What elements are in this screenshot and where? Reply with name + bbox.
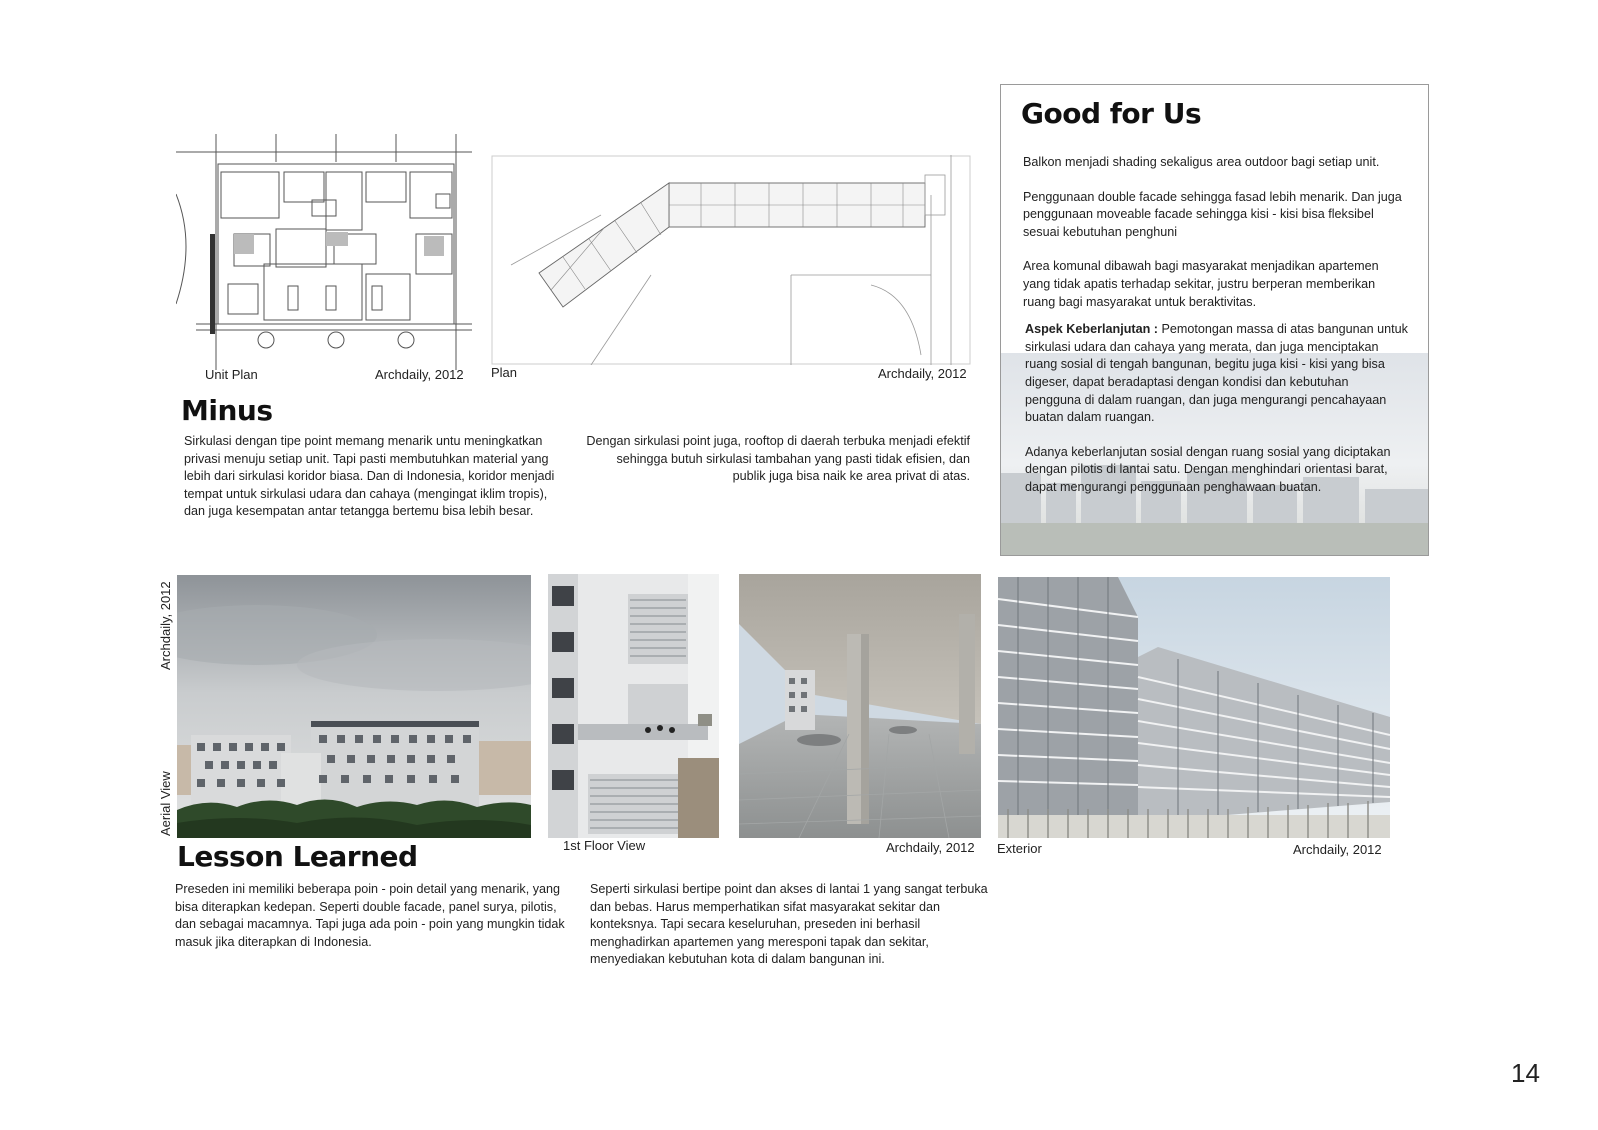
- minus-title: Minus: [181, 394, 273, 427]
- facade-photo: [548, 574, 719, 838]
- site-plan-label: Plan: [491, 365, 518, 380]
- sustainability-label: Aspek Keberlanjutan :: [1025, 322, 1158, 337]
- good-point-2: Penggunaan double facade sehingga fasad lebih menarik. Dan juga penggunaan moveable facade sehingga kisi - kisi bisa fleksibel sesuai kebutuhan penghuni: [1023, 189, 1402, 239]
- floor-view-credit: Archdaily, 2012: [886, 840, 975, 855]
- minus-left-text: Sirkulasi dengan tipe point memang menarik untu meningkatkan privasi menuju setiap unit. Tapi pasti membutuhkan material yang lebih dari sirkulasi koridor biasa. Dan di Indonesia, koridor menjadi tempat untuk sirkulasi udara dan cahaya (mengingat iklim tropis), dan juga kesempatan antar tetangga bertemu bisa lebih besar.: [184, 434, 555, 519]
- minus-right-text: Dengan sirkulasi point juga, rooftop di daerah terbuka menjadi efektif sehingga butuh sirkulasi tambahan yang pasti tidak efisien, dan publik juga bisa naik ke area privat di atas.: [586, 434, 970, 484]
- unit-plan-credit: Archdaily, 2012: [375, 367, 464, 382]
- lesson-learned-title: Lesson Learned: [177, 840, 418, 873]
- good-for-us-panel: [1000, 84, 1429, 556]
- exterior-photo: [998, 577, 1390, 838]
- lesson-left-text: Preseden ini memiliki beberapa poin - poin detail yang menarik, yang bisa diterapkan kedepan. Seperti double facade, panel surya, pilotis, dan sebagai macamnya. Tapi juga ada poin - poin yang mungkin tidak masuk jika diterapkan di Indonesia.: [175, 882, 565, 949]
- aerial-view-label: Aerial View: [158, 771, 173, 836]
- page-number: 14: [1511, 1058, 1540, 1088]
- exterior-label: Exterior: [997, 841, 1042, 856]
- good-point-1: Balkon menjadi shading sekaligus area outdoor bagi setiap unit.: [1023, 155, 1380, 169]
- site-plan-drawing: [491, 155, 971, 365]
- good-point-sustainability: [1023, 321, 1408, 427]
- site-plan-credit: Archdaily, 2012: [878, 366, 967, 381]
- lesson-right-text: Seperti sirkulasi bertipe point dan akses di lantai 1 yang sangat terbuka dan bebas. Harus memperhatikan sifat masyarakat sekitar dan konteksnya. Tapi secara keseluruhan, preseden ini berhasil menghadirkan apartemen yang meresponi tapak dan sekitar, menyediakan kebutuhan kota di dalam bangunan ini.: [590, 882, 988, 967]
- floor-view-label: 1st Floor View: [563, 838, 646, 853]
- good-point-3: Area komunal dibawah bagi masyarakat menjadikan apartemen yang tidak apatis terhadap sekitar, justru berperan memberikan ruang bagi masyarakat untuk beraktivitas.: [1023, 259, 1379, 309]
- unit-plan-drawing: [176, 134, 472, 370]
- good-for-us-title: Good for Us: [1021, 97, 1202, 130]
- aerial-view-credit: Archdaily, 2012: [158, 581, 173, 670]
- unit-plan-label: Unit Plan: [205, 367, 258, 382]
- aerial-view-photo: [177, 575, 531, 838]
- exterior-credit: Archdaily, 2012: [1293, 842, 1382, 857]
- good-point-social: Adanya keberlanjutan sosial dengan ruang sosial yang diciptakan dengan pilotis di lantai satu. Dengan menghindari orientasi barat, dapat mengurangi penggunaan penghawaan buatan.: [1025, 444, 1391, 494]
- sustainability-text: Pemotongan massa di atas bangunan untuk sirkulasi udara dan cahaya yang merata, dan juga menciptakan ruang sosial di tengah bangunan, begitu juga kisi - kisi yang bisa digeser, dapat beradaptasi dengan kondisi dan kebutuhan pengguna di dalam ruangan, dan juga mengurangi pencahayaan buatan dalam ruangan.: [1025, 322, 1408, 425]
- pilotis-photo: [739, 574, 981, 838]
